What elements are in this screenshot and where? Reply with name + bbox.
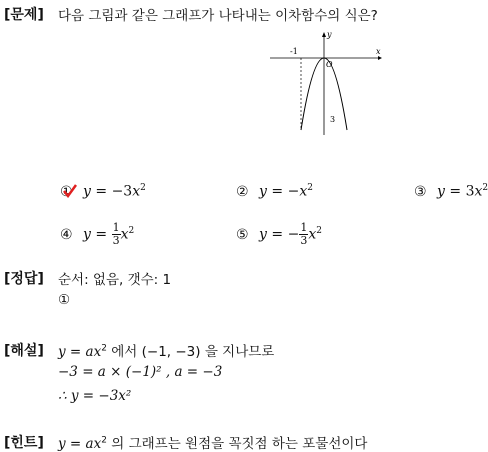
option-4[interactable]: ④ y = $\frac{1}{3}$ $x^2$ — [60, 221, 135, 247]
option-2-number: ② — [236, 183, 249, 200]
solution-line-3: ∴ y = −3x² — [58, 388, 132, 404]
option-2[interactable]: ② $y = -x^2$ — [236, 183, 313, 200]
label-x: x — [376, 47, 381, 56]
option-4-number: ④ — [60, 226, 73, 243]
solution-line-2: −3 = a × (−1)² , a = −3 — [58, 364, 223, 380]
option-3-number: ③ — [414, 183, 427, 200]
option-1[interactable]: ① $y = -3x^2$ — [60, 183, 146, 200]
x-axis-arrow — [378, 56, 382, 60]
option-5-number: ⑤ — [236, 226, 249, 243]
y-axis-arrow — [322, 32, 326, 37]
answer-tag: [정답] — [4, 271, 44, 287]
hint-text: $y = ax^2$ 의 그래프는 원점을 꼭짓점 하는 포물선이다 — [58, 435, 368, 452]
hint-text-body: 의 그래프는 원점을 꼭짓점 하는 포물선이다 — [111, 436, 368, 452]
label-y: y — [327, 30, 332, 39]
option-1-number: ① — [60, 183, 73, 200]
solution-tag: [해설] — [4, 343, 44, 359]
answer-line-1: 순서: 없음, 갯수: 1 — [58, 272, 172, 288]
hint-tag: [힌트] — [4, 435, 44, 451]
label-three: 3 — [330, 115, 336, 124]
option-5[interactable]: ⑤ y = − $\frac{1}{3}$ $x^2$ — [236, 221, 322, 247]
answer-line-2: ① — [58, 292, 71, 308]
problem-question: 다음 그림과 같은 그래프가 나타내는 이차함수의 식은? — [58, 8, 378, 24]
label-origin: O — [326, 60, 333, 69]
check-mark-icon — [63, 184, 77, 198]
solution-line-1-suffix: 에서 (−1, −3) 을 지나므로 — [111, 344, 275, 360]
label-neg-one: -1 — [290, 47, 298, 56]
problem-tag: [문제] — [4, 7, 44, 23]
solution-line-1: $y = ax^2$ 에서 (−1, −3) 을 지나므로 — [58, 343, 275, 360]
parabola-graph — [268, 30, 383, 140]
option-3[interactable]: ③ $y = 3x^2$ — [414, 183, 488, 200]
